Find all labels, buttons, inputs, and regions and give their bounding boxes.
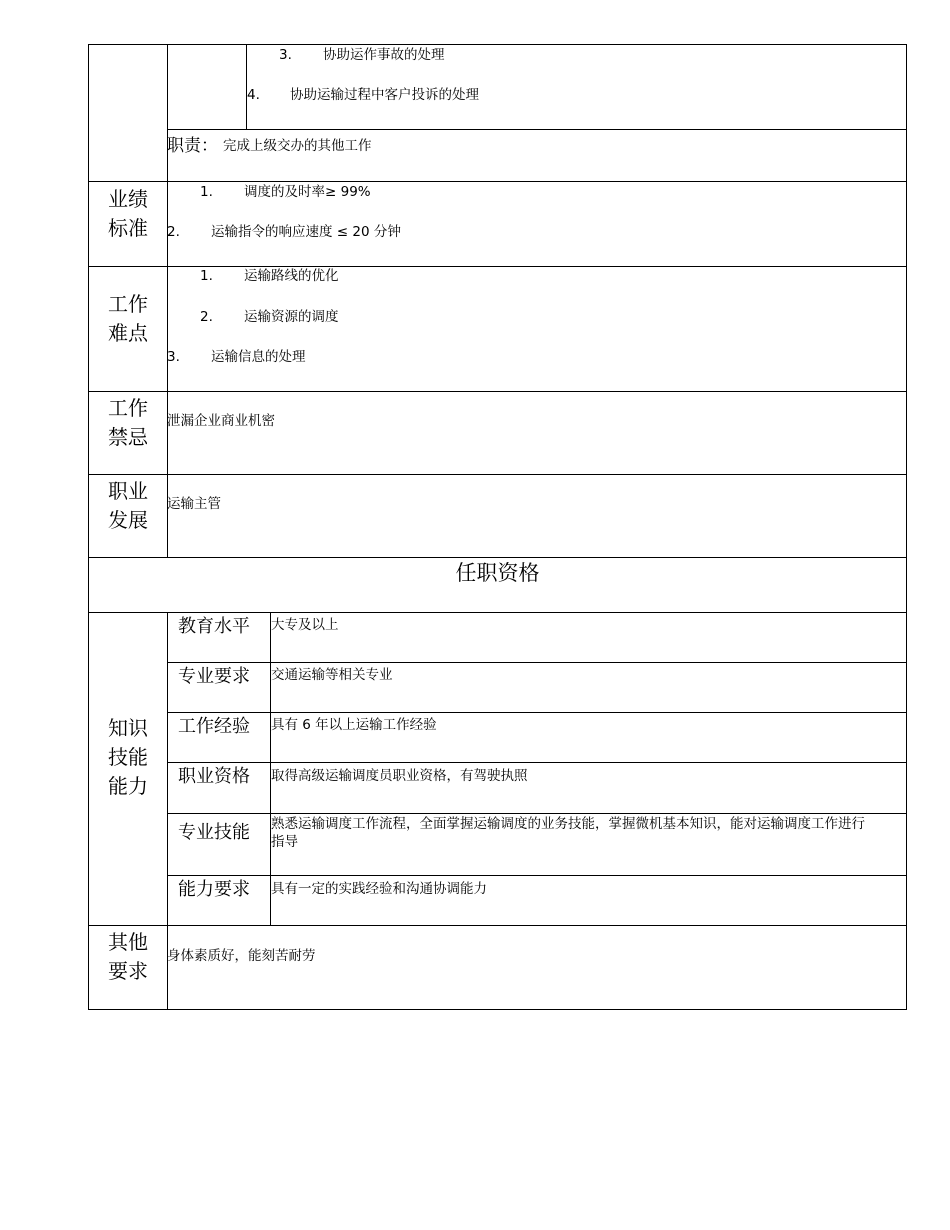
- row-divider: [88, 391, 907, 392]
- list-item: 运输指令的响应速度 ≤ 20 分钟: [211, 224, 401, 240]
- label-line: 技能: [108, 745, 148, 769]
- qualification-label: 专业要求: [178, 666, 250, 687]
- row-divider: [167, 129, 907, 130]
- list-item: 调度的及时率≥ 99%: [244, 184, 371, 200]
- qualification-value: 大专及以上: [271, 617, 339, 633]
- list-number: 3.: [167, 349, 180, 365]
- label-line: 其他: [108, 930, 148, 954]
- taboo-text: 泄漏企业商业机密: [167, 413, 275, 429]
- other-text: 身体素质好，能刻苦耐劳: [167, 948, 316, 964]
- section-label: [89, 394, 167, 452]
- section-label: [89, 477, 167, 535]
- qualification-value: 取得高级运输调度员职业资格，有驾驶执照: [271, 768, 528, 784]
- section-label: [89, 290, 167, 348]
- row-divider: [88, 557, 907, 558]
- row-divider: [167, 813, 907, 814]
- list-item: 运输信息的处理: [211, 349, 306, 365]
- label-line: 禁忌: [108, 425, 148, 449]
- qualifications-title: 任职资格: [455, 561, 540, 585]
- label-line: 要求: [108, 959, 148, 983]
- career-text: 运输主管: [167, 496, 221, 512]
- row-divider: [167, 662, 907, 663]
- qualification-value: 具有 6 年以上运输工作经验: [271, 717, 437, 733]
- list-item: 运输资源的调度: [244, 309, 339, 325]
- group-label: [89, 714, 167, 801]
- row-divider: [88, 612, 907, 613]
- list-number: 2.: [167, 224, 180, 240]
- label-line: 难点: [108, 321, 148, 345]
- qualification-value: 熟悉运输调度工作流程，全面掌握运输调度的业务技能，掌握微机基本知识，能对运输调度工作进行: [271, 816, 865, 832]
- qualification-label: 专业技能: [178, 822, 250, 843]
- qualification-value: 具有一定的实践经验和沟通协调能力: [271, 881, 487, 897]
- row-divider: [167, 875, 907, 876]
- list-number: 4.: [247, 87, 260, 103]
- table-border-top: [88, 44, 907, 45]
- list-number: 1.: [200, 184, 213, 200]
- qualification-label: 职业资格: [178, 766, 250, 787]
- list-number: 1.: [200, 268, 213, 284]
- qualification-label: 工作经验: [178, 716, 250, 737]
- row-divider: [167, 712, 907, 713]
- qualification-label: 教育水平: [178, 616, 250, 637]
- row-divider: [88, 474, 907, 475]
- label-line: 标准: [108, 216, 148, 240]
- row-divider: [88, 181, 907, 182]
- duty-text: 完成上级交办的其他工作: [223, 138, 372, 154]
- label-line: 业绩: [108, 187, 148, 211]
- label-line: 知识: [108, 716, 148, 740]
- label-line: 发展: [108, 508, 148, 532]
- qualification-value-continued: 指导: [271, 834, 298, 850]
- list-number: 3.: [279, 47, 292, 63]
- label-line: 工作: [108, 292, 148, 316]
- list-item: 协助运作事故的处理: [323, 47, 445, 63]
- section-label: [89, 928, 167, 986]
- list-item: 协助运输过程中客户投诉的处理: [290, 87, 479, 103]
- qualification-label: 能力要求: [178, 879, 250, 900]
- table-border-right: [906, 44, 907, 1010]
- duty-label: 职责：: [167, 136, 218, 156]
- label-line: 职业: [108, 479, 148, 503]
- row-divider: [167, 762, 907, 763]
- section-label: [89, 185, 167, 243]
- table-border-bottom: [88, 1009, 907, 1010]
- qualification-value: 交通运输等相关专业: [271, 667, 393, 683]
- label-line: 能力: [108, 774, 148, 798]
- column-divider: [167, 44, 168, 558]
- row-divider: [88, 925, 907, 926]
- list-number: 2.: [200, 309, 213, 325]
- list-item: 运输路线的优化: [244, 268, 339, 284]
- label-line: 工作: [108, 396, 148, 420]
